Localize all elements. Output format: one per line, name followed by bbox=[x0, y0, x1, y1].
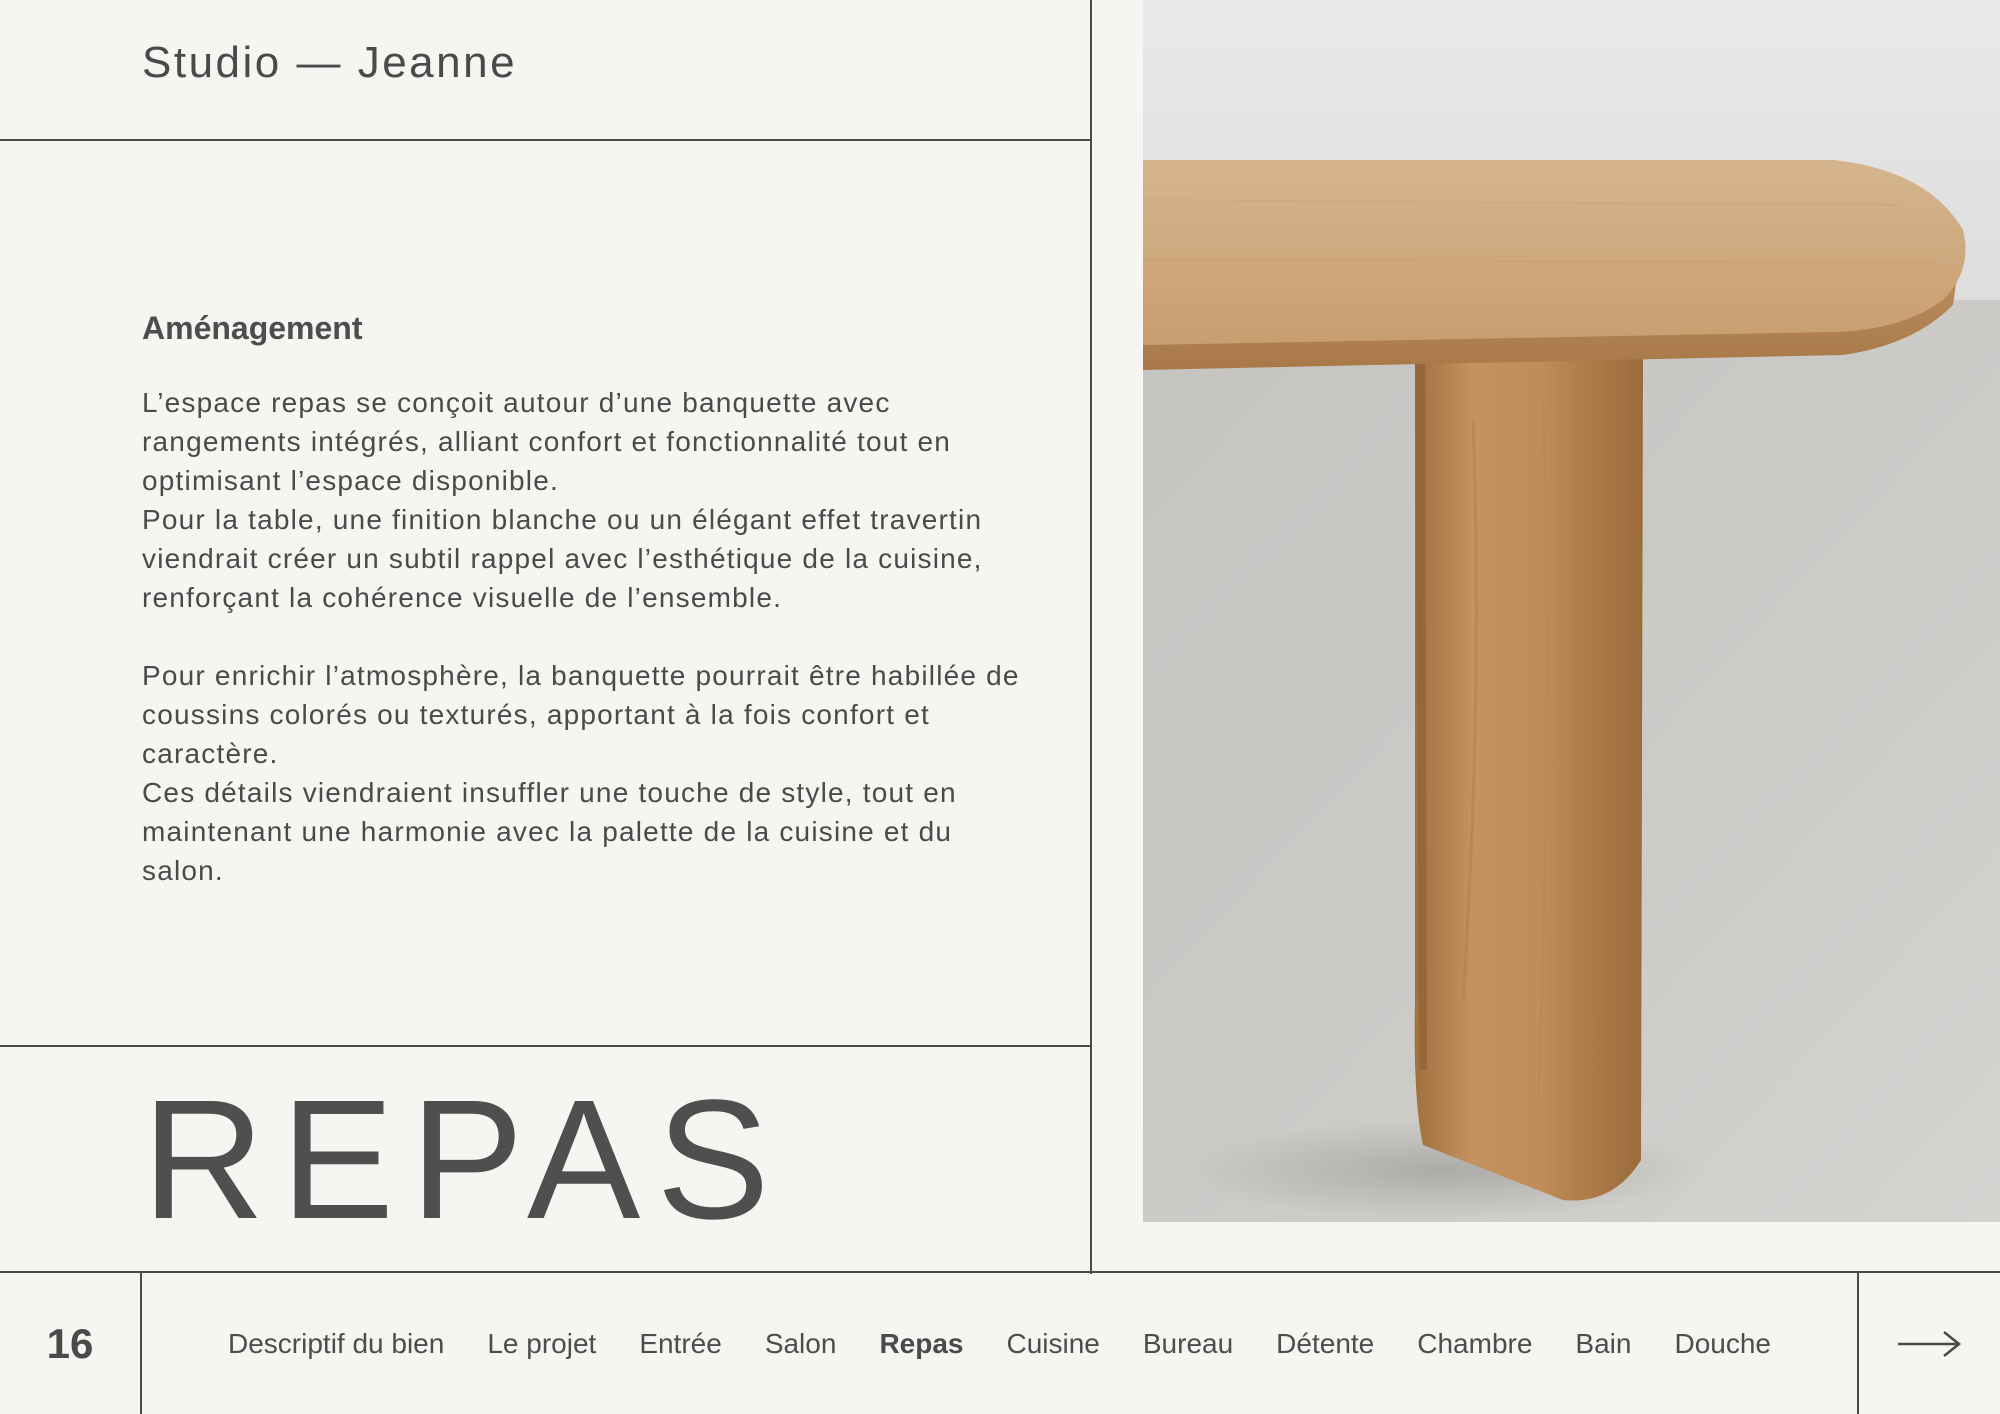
nav-item-projet[interactable]: Le projet bbox=[487, 1327, 597, 1359]
header-divider bbox=[0, 139, 1092, 141]
body-text bbox=[142, 383, 1042, 890]
title-divider bbox=[0, 1045, 1092, 1047]
nav-item-cuisine[interactable]: Cuisine bbox=[1006, 1327, 1100, 1359]
next-page-button[interactable] bbox=[1858, 1273, 2000, 1414]
page-title: REPAS bbox=[142, 1065, 786, 1255]
brand-title: Studio — Jeanne bbox=[142, 38, 518, 87]
nav-item-douche[interactable]: Douche bbox=[1674, 1327, 1771, 1359]
nav-item-descriptif[interactable]: Descriptif du bien bbox=[228, 1327, 445, 1359]
nav-item-bain[interactable]: Bain bbox=[1575, 1327, 1632, 1359]
nav-item-chambre[interactable]: Chambre bbox=[1417, 1327, 1533, 1359]
page-number: 16 bbox=[46, 1319, 94, 1367]
column-divider bbox=[1090, 0, 1092, 1274]
nav-item-entree[interactable]: Entrée bbox=[639, 1327, 722, 1359]
paragraph-2: Pour la table, une finition blanche ou un élégant effet travertin viendrait créer un subtil rappel avec l’esthétique de la cuisine, renforçant la cohérence visuelle de l’ensemble. bbox=[142, 504, 983, 613]
nav-item-salon[interactable]: Salon bbox=[764, 1327, 837, 1359]
nav-item-bureau[interactable]: Bureau bbox=[1142, 1327, 1234, 1359]
paragraph-4: Ces détails viendraient insuffler une touche de style, tout en maintenant une harmonie avec la palette de la cuisine et du salon. bbox=[142, 777, 957, 886]
section-nav bbox=[142, 1273, 1857, 1414]
section-heading: Aménagement bbox=[142, 310, 363, 346]
nav-item-detente[interactable]: Détente bbox=[1276, 1327, 1375, 1359]
table-photo bbox=[1143, 0, 2000, 1222]
arrow-right-icon bbox=[1896, 1329, 1962, 1359]
paragraph-3: Pour enrichir l’atmosphère, la banquette pourrait être habillée de coussins colorés ou texturés, apportant à la fois confort et caractère. bbox=[142, 660, 1020, 769]
paragraph-1: L’espace repas se conçoit autour d’une banquette avec rangements intégrés, alliant confort et fonctionnalité tout en optimisant l’espace disponible. bbox=[142, 387, 952, 496]
nav-item-repas[interactable]: Repas bbox=[879, 1327, 964, 1359]
